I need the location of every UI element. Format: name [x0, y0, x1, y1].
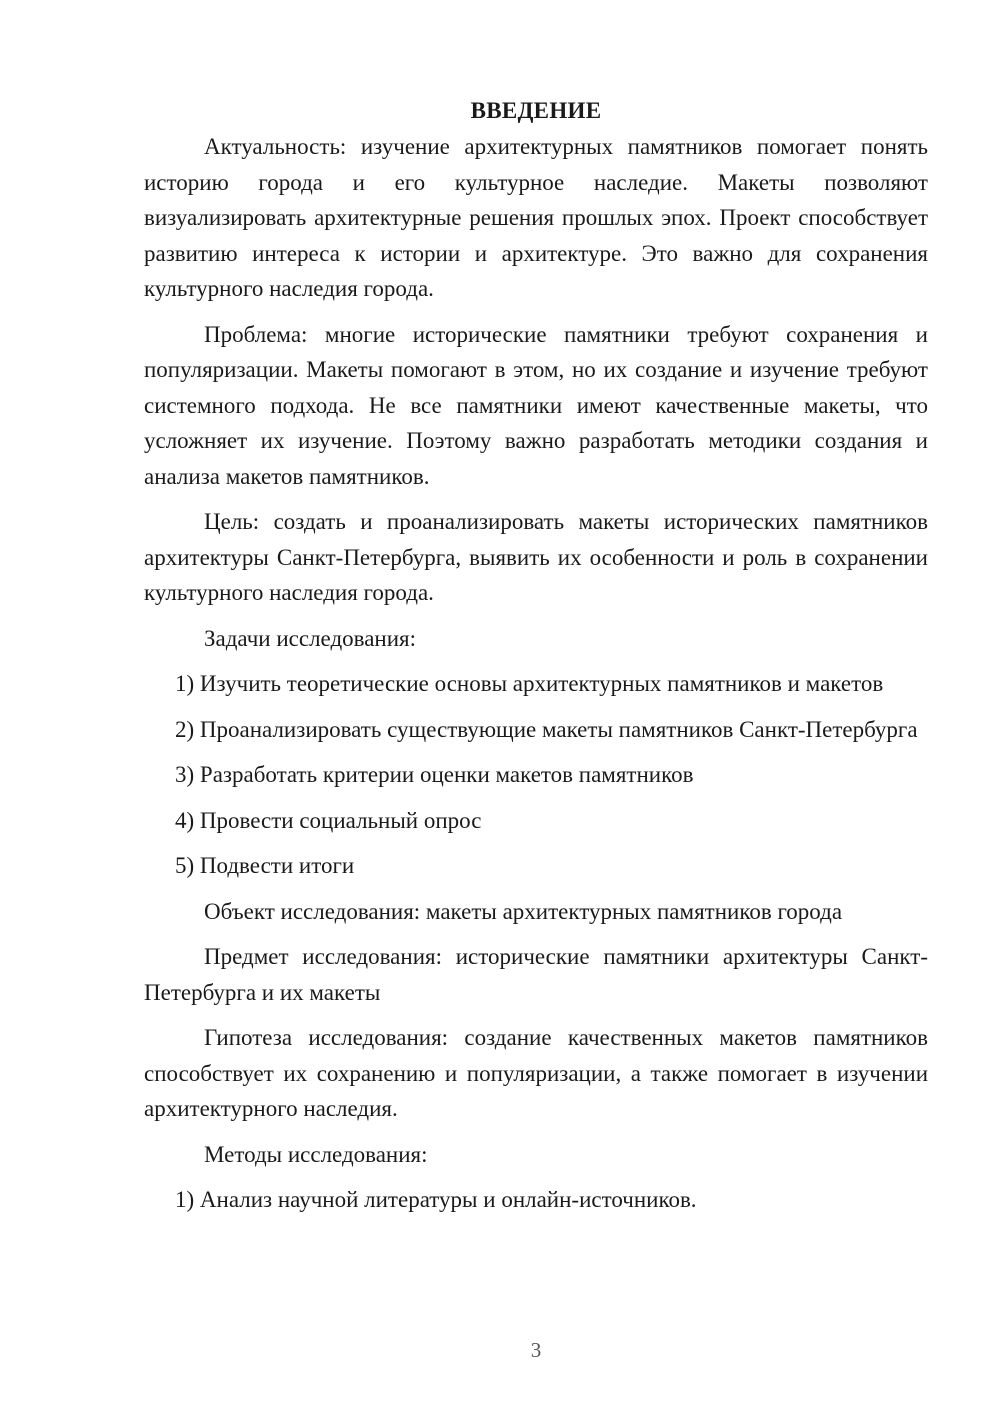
section-title: ВВЕДЕНИЕ [470, 98, 602, 123]
paragraph-goal: Цель: создать и проанализировать макеты исторических памятников архитектуры Санкт-Петербурга, выявить их особенности и роль в сохранении культурного наследия города. [144, 509, 928, 605]
paragraph-object: Объект исследования: макеты архитектурных памятников города [204, 898, 843, 924]
paragraph-problem: Проблема: многие исторические памятники требуют сохранения и популяризации. Макеты помогают в этом, но их создание и изучение требуют системного подхода. Не все памятники имеют качественные макеты, что усложняет их изучение. Поэтому важно разработать методики создания и анализа макетов памятников. [144, 321, 928, 489]
paragraph-relevance: Актуальность: изучение архитектурных памятников помогает понять историю города и его культурное наследие. Макеты позволяют визуализировать архитектурные решения прошлых эпох. Проект способствует развитию интереса к истории и архитектуре. Это важно для сохранения культурного наследия города. [144, 134, 928, 301]
methods-label: Методы исследования: [204, 1141, 428, 1167]
page-content [144, 93, 928, 1228]
page-number: 3 [530, 1338, 542, 1362]
task-item-3: 3) Разработать критерии оценки макетов памятников [175, 762, 694, 787]
task-item-2: 2) Проанализировать существующие макеты памятников Санкт-Петербурга [175, 716, 918, 742]
paragraph-subject: Предмет исследования: исторические памятники архитектуры Санкт-Петербурга и их макеты [144, 944, 928, 1005]
task-item-4: 4) Провести социальный опрос [175, 807, 482, 833]
paragraph-hypothesis: Гипотеза исследования: создание качественных макетов памятников способствует их сохранению и популяризации, а также помогает в изучении архитектурного наследия. [144, 1025, 928, 1121]
task-item-1: 1) Изучить теоретические основы архитектурных памятников и макетов [175, 671, 884, 696]
tasks-label: Задачи исследования: [204, 625, 417, 651]
task-item-5: 5) Подвести итоги [175, 853, 355, 878]
method-item-1: 1) Анализ научной литературы и онлайн-источников. [175, 1187, 697, 1212]
